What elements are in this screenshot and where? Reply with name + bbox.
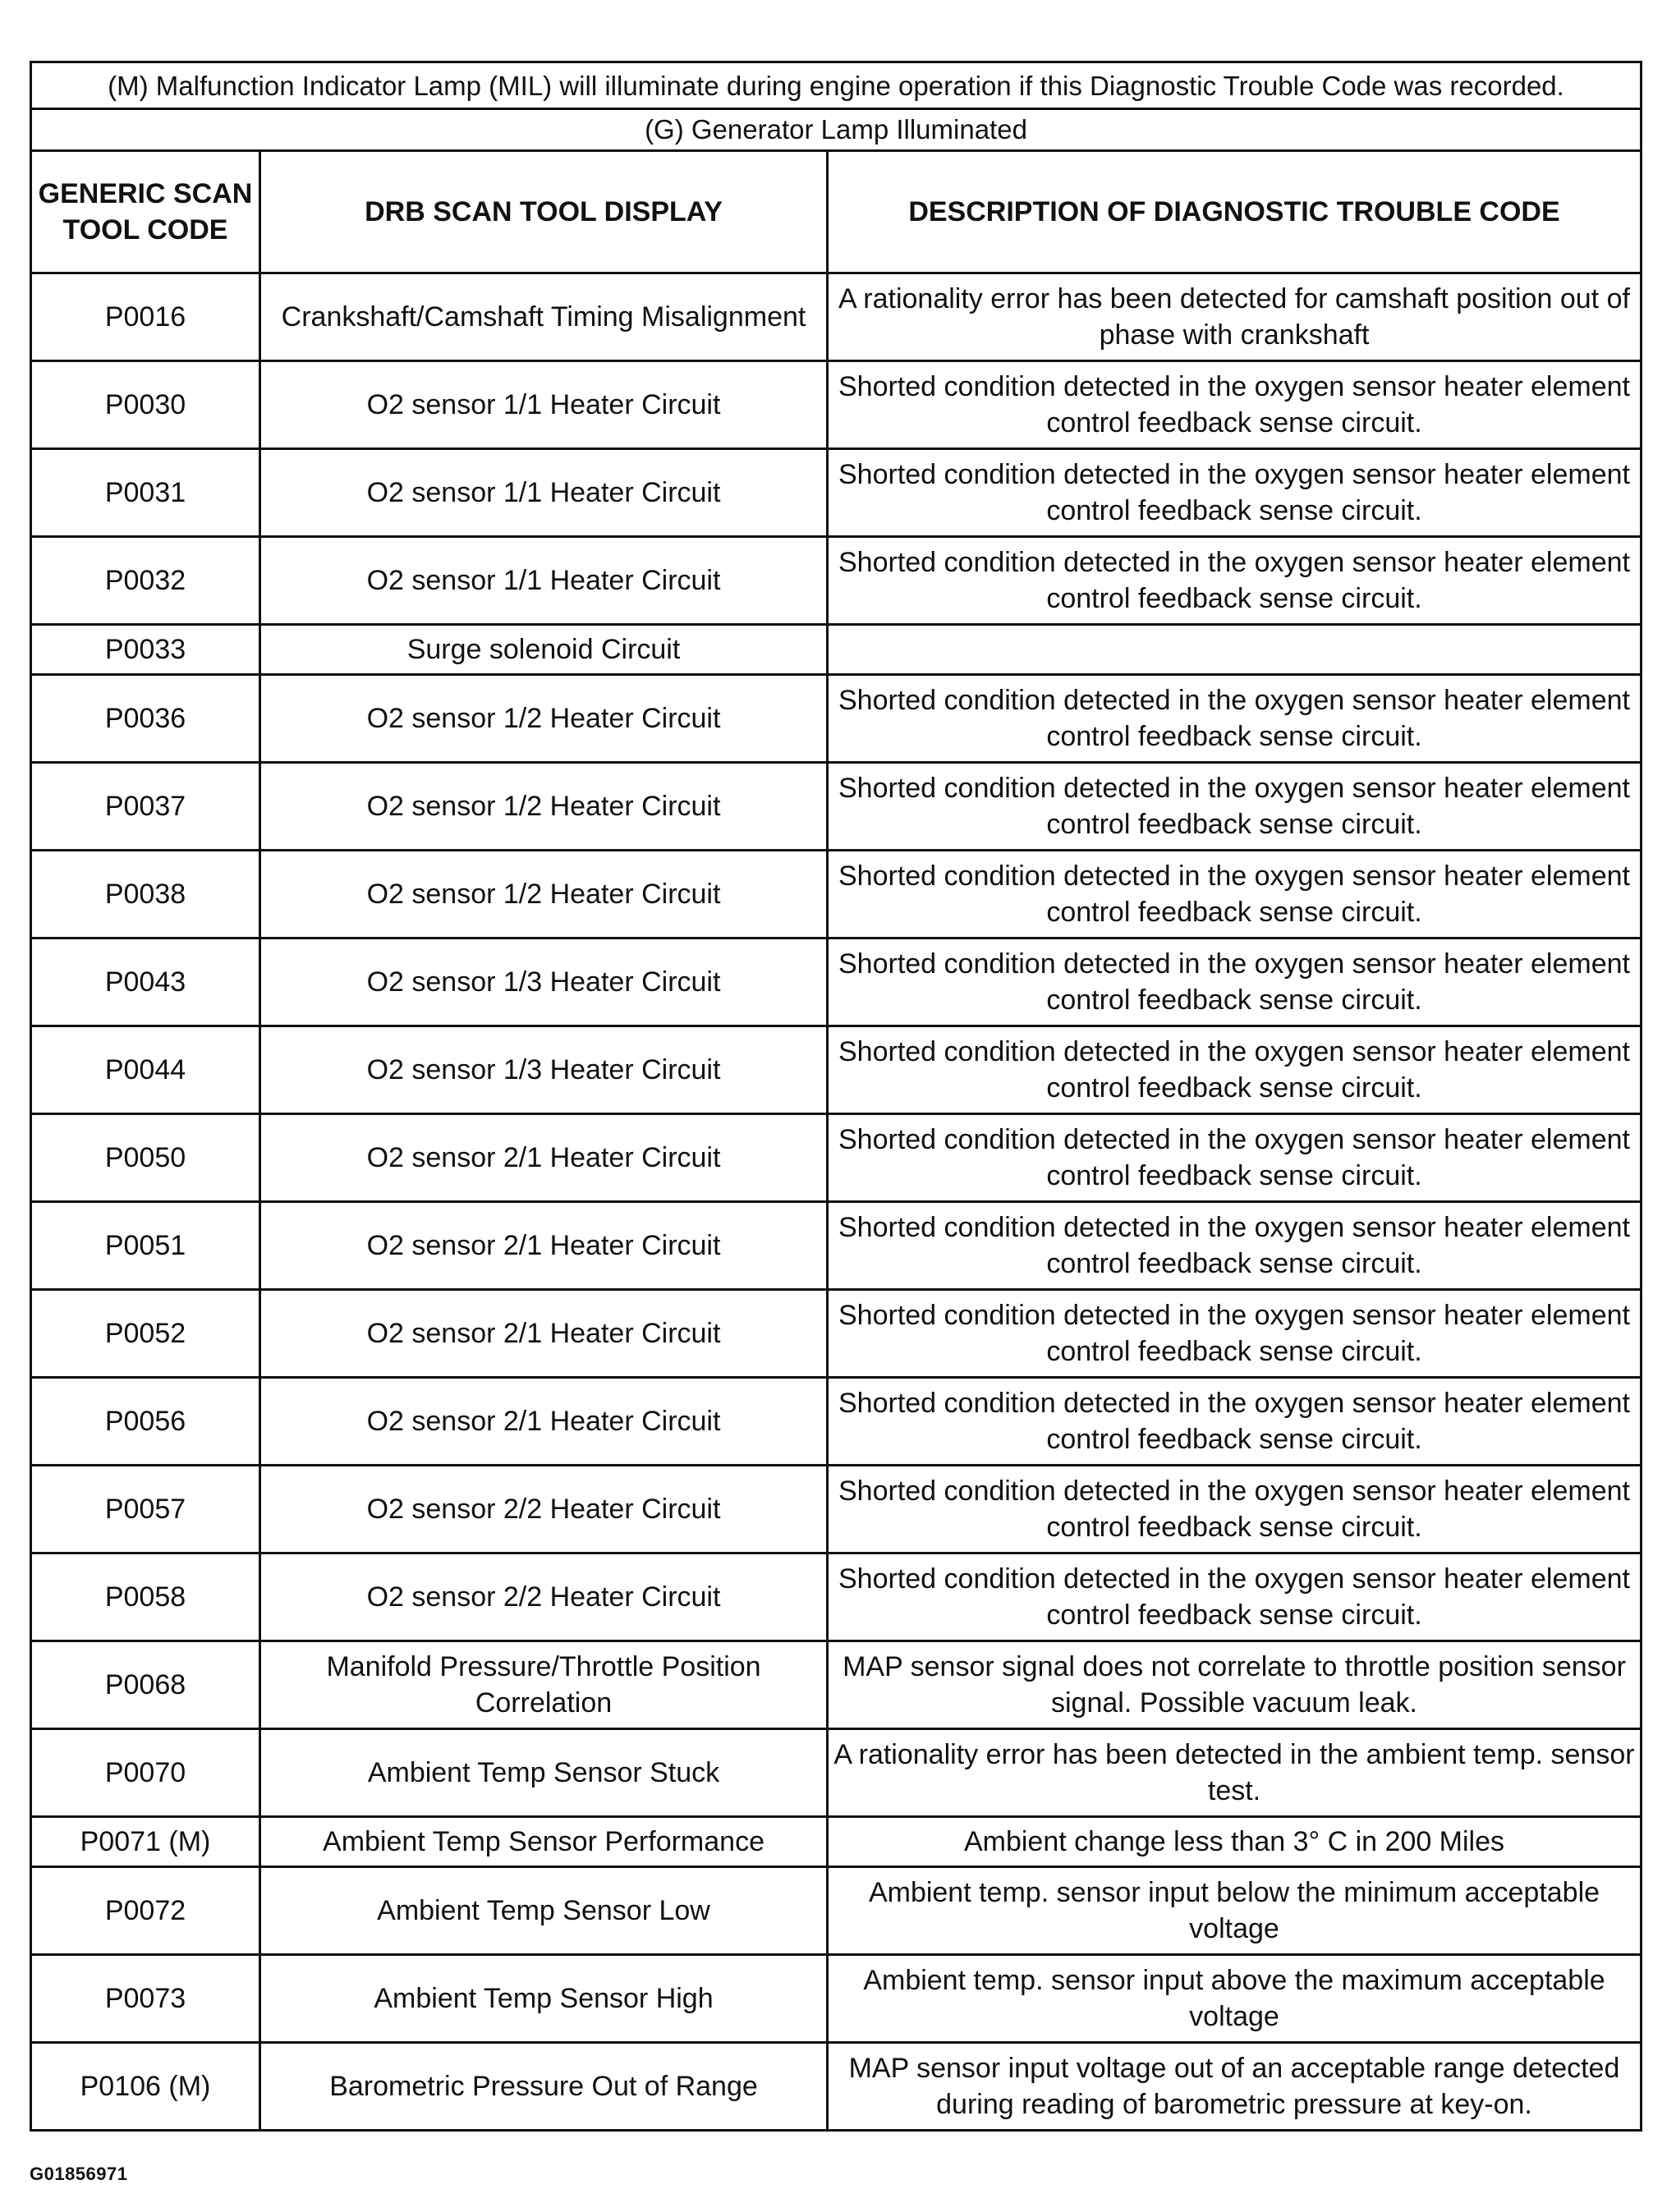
cell-code: P0033 (32, 625, 260, 675)
dtc-table (32, 152, 1640, 2129)
table-row (32, 675, 1640, 763)
table-row (32, 1553, 1640, 1641)
cell-description: A rationality error has been detected for camshaft position out of phase with crankshaft (828, 273, 1641, 361)
cell-drb-display: Ambient Temp Sensor High (260, 1955, 828, 2043)
table-row (32, 1290, 1640, 1378)
figure-id: G01856971 (30, 2164, 128, 2184)
cell-code: P0073 (32, 1955, 260, 2043)
table-row (32, 273, 1640, 361)
dtc-document (30, 61, 1642, 2132)
cell-code: P0031 (32, 449, 260, 537)
cell-drb-display: Ambient Temp Sensor Stuck (260, 1729, 828, 1817)
table-row (32, 1378, 1640, 1466)
cell-drb-display: O2 sensor 2/1 Heater Circuit (260, 1202, 828, 1290)
cell-code: P0043 (32, 938, 260, 1026)
cell-drb-display: O2 sensor 1/1 Heater Circuit (260, 449, 828, 537)
table-row (32, 2043, 1640, 2130)
table-row (32, 1202, 1640, 1290)
header-description: DESCRIPTION OF DIAGNOSTIC TROUBLE CODE (828, 152, 1641, 273)
table-row (32, 1466, 1640, 1553)
table-row (32, 1867, 1640, 1955)
cell-drb-display: O2 sensor 1/1 Heater Circuit (260, 537, 828, 625)
table-row (32, 1955, 1640, 2043)
cell-code: P0056 (32, 1378, 260, 1466)
table-row (32, 938, 1640, 1026)
cell-drb-display: O2 sensor 1/3 Heater Circuit (260, 938, 828, 1026)
cell-code: P0032 (32, 537, 260, 625)
cell-description: Ambient temp. sensor input above the maximum acceptable voltage (828, 1955, 1641, 2043)
cell-description: Shorted condition detected in the oxygen sensor heater element control feedback sense circuit. (828, 449, 1641, 537)
cell-drb-display: Manifold Pressure/Throttle Position Correlation (260, 1641, 828, 1729)
mil-note: (M) Malfunction Indicator Lamp (MIL) will illuminate during engine operation if this Diagnostic Trouble Code was recorded. (32, 63, 1640, 110)
cell-description: Shorted condition detected in the oxygen sensor heater element control feedback sense circuit. (828, 1553, 1641, 1641)
table-row (32, 1641, 1640, 1729)
cell-code: P0070 (32, 1729, 260, 1817)
cell-drb-display: Ambient Temp Sensor Performance (260, 1817, 828, 1867)
cell-code: P0058 (32, 1553, 260, 1641)
cell-code: P0057 (32, 1466, 260, 1553)
cell-drb-display: O2 sensor 2/1 Heater Circuit (260, 1114, 828, 1202)
cell-drb-display: O2 sensor 1/3 Heater Circuit (260, 1026, 828, 1114)
cell-code: P0072 (32, 1867, 260, 1955)
cell-description: Shorted condition detected in the oxygen sensor heater element control feedback sense circuit. (828, 938, 1641, 1026)
table-row (32, 361, 1640, 449)
cell-drb-display: Crankshaft/Camshaft Timing Misalignment (260, 273, 828, 361)
cell-code: P0052 (32, 1290, 260, 1378)
cell-drb-display: Barometric Pressure Out of Range (260, 2043, 828, 2130)
table-row (32, 625, 1640, 675)
cell-description: Shorted condition detected in the oxygen sensor heater element control feedback sense circuit. (828, 763, 1641, 851)
cell-drb-display: O2 sensor 1/2 Heater Circuit (260, 851, 828, 938)
cell-drb-display: O2 sensor 2/2 Heater Circuit (260, 1553, 828, 1641)
cell-code: P0106 (M) (32, 2043, 260, 2130)
table-row (32, 1729, 1640, 1817)
cell-description: MAP sensor input voltage out of an acceptable range detected during reading of barometric pressure at key-on. (828, 2043, 1641, 2130)
cell-description: MAP sensor signal does not correlate to throttle position sensor signal. Possible vacuum leak. (828, 1641, 1641, 1729)
cell-description: Shorted condition detected in the oxygen sensor heater element control feedback sense circuit. (828, 1026, 1641, 1114)
cell-description: Shorted condition detected in the oxygen sensor heater element control feedback sense circuit. (828, 851, 1641, 938)
table-row (32, 1114, 1640, 1202)
cell-code: P0016 (32, 273, 260, 361)
cell-description: Shorted condition detected in the oxygen sensor heater element control feedback sense circuit. (828, 1378, 1641, 1466)
cell-description (828, 625, 1641, 675)
cell-description: Shorted condition detected in the oxygen sensor heater element control feedback sense circuit. (828, 1466, 1641, 1553)
header-row (32, 152, 1640, 273)
table-row (32, 449, 1640, 537)
table-row (32, 1026, 1640, 1114)
cell-drb-display: Surge solenoid Circuit (260, 625, 828, 675)
cell-description: Shorted condition detected in the oxygen sensor heater element control feedback sense circuit. (828, 361, 1641, 449)
cell-description: Shorted condition detected in the oxygen sensor heater element control feedback sense circuit. (828, 537, 1641, 625)
cell-description: Ambient change less than 3° C in 200 Miles (828, 1817, 1641, 1867)
cell-description: Shorted condition detected in the oxygen sensor heater element control feedback sense circuit. (828, 675, 1641, 763)
cell-description: Ambient temp. sensor input below the minimum acceptable voltage (828, 1867, 1641, 1955)
table-row (32, 1817, 1640, 1867)
cell-code: P0051 (32, 1202, 260, 1290)
cell-code: P0044 (32, 1026, 260, 1114)
cell-drb-display: O2 sensor 1/1 Heater Circuit (260, 361, 828, 449)
cell-description: Shorted condition detected in the oxygen sensor heater element control feedback sense circuit. (828, 1202, 1641, 1290)
header-generic-scan-tool-code: GENERIC SCAN TOOL CODE (32, 152, 260, 273)
cell-drb-display: O2 sensor 2/2 Heater Circuit (260, 1466, 828, 1553)
cell-code: P0068 (32, 1641, 260, 1729)
cell-drb-display: O2 sensor 2/1 Heater Circuit (260, 1290, 828, 1378)
cell-code: P0071 (M) (32, 1817, 260, 1867)
cell-code: P0050 (32, 1114, 260, 1202)
cell-drb-display: O2 sensor 1/2 Heater Circuit (260, 675, 828, 763)
dtc-table-body (32, 273, 1640, 2130)
cell-code: P0030 (32, 361, 260, 449)
cell-code: P0036 (32, 675, 260, 763)
cell-drb-display: O2 sensor 1/2 Heater Circuit (260, 763, 828, 851)
table-row (32, 763, 1640, 851)
cell-description: Shorted condition detected in the oxygen sensor heater element control feedback sense circuit. (828, 1290, 1641, 1378)
table-row (32, 851, 1640, 938)
cell-drb-display: O2 sensor 2/1 Heater Circuit (260, 1378, 828, 1466)
generator-lamp-note: (G) Generator Lamp Illuminated (32, 110, 1640, 152)
cell-drb-display: Ambient Temp Sensor Low (260, 1867, 828, 1955)
cell-code: P0038 (32, 851, 260, 938)
table-row (32, 537, 1640, 625)
cell-description: A rationality error has been detected in the ambient temp. sensor test. (828, 1729, 1641, 1817)
cell-description: Shorted condition detected in the oxygen sensor heater element control feedback sense circuit. (828, 1114, 1641, 1202)
cell-code: P0037 (32, 763, 260, 851)
header-drb-scan-tool-display: DRB SCAN TOOL DISPLAY (260, 152, 828, 273)
